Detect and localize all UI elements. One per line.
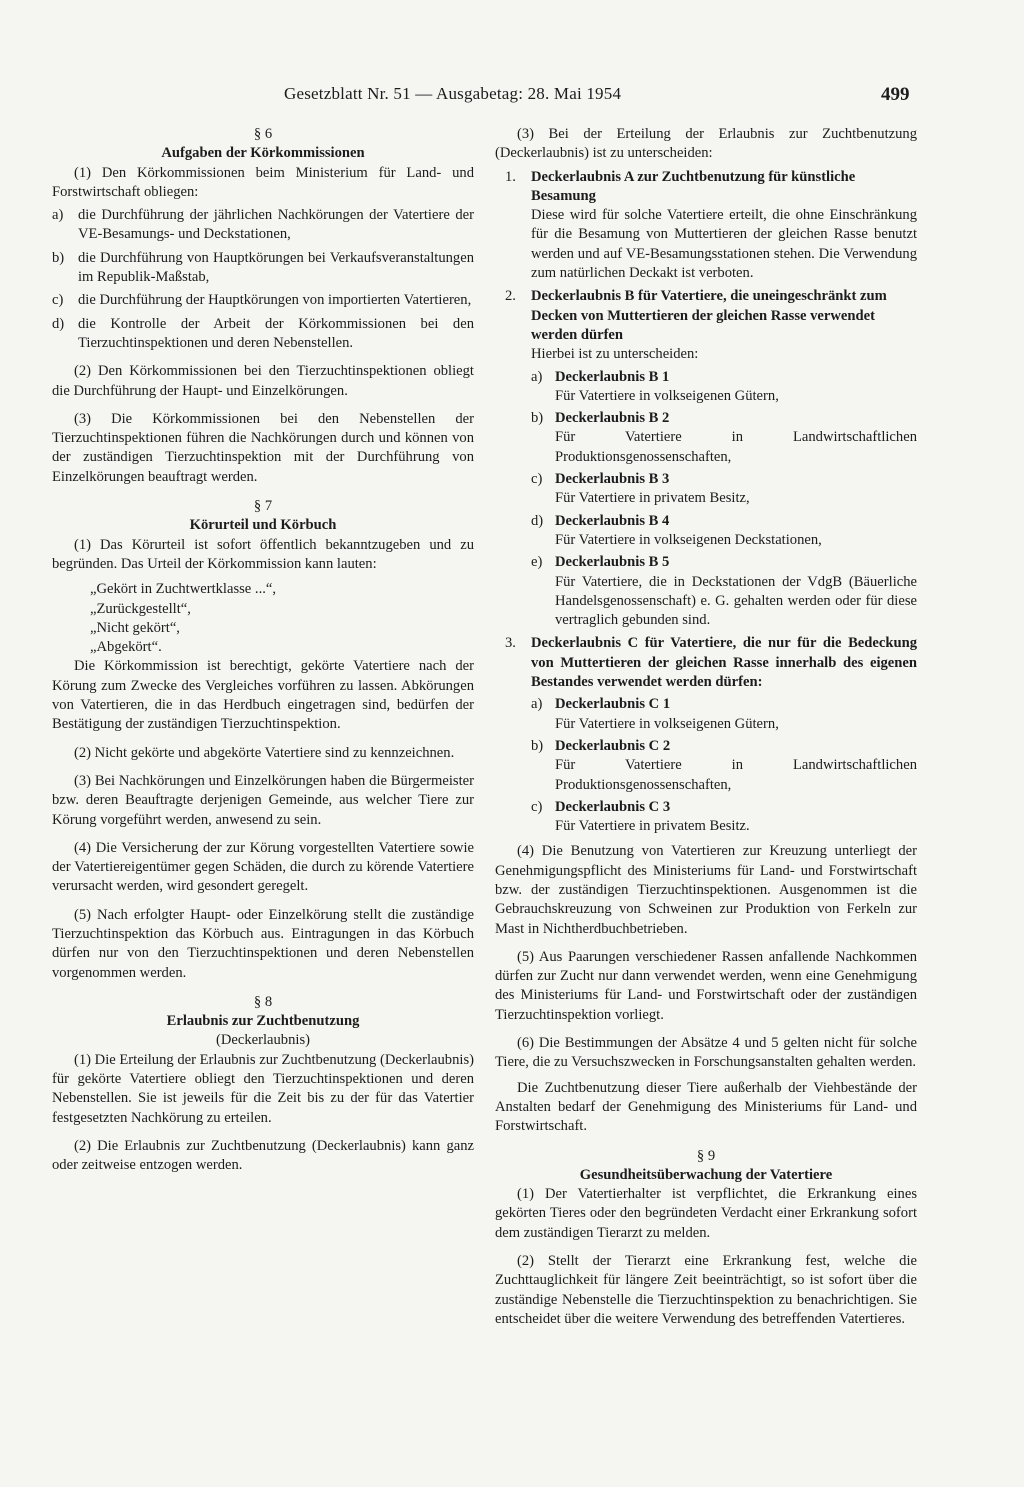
section-6-number: § 6 <box>253 126 273 142</box>
item-text: die Kontrolle der Arbeit der Körkommissionen bei den Tierzuchtinspektionen und deren Nebenstellen. <box>78 315 474 351</box>
item-label: a) <box>52 207 64 224</box>
s8-paragraph-1: (1) Die Erteilung der Erlaubnis zur Zuchtbenutzung (Deckerlaubnis) für gekörte Vatertiere obliegt den Tierzuchtinspektionen und deren Nebenstellen. Sie ist jeweils für die Zeit bis zu der für das Vatertier festgesetzten Nachkörung zu erteilen. <box>52 1051 474 1126</box>
deckerlaubnis-b <box>495 287 917 364</box>
s7-paragraph-3: (3) Bei Nachkörungen und Einzelkörungen haben die Bürgermeister bzw. deren Beauftragte derjenigen Gemeinde, aus welcher Tiere zur Körung vorgeführt werden, anwesend zu sein. <box>52 772 474 828</box>
item-text: die Durchführung von Hauptkörungen bei Verkaufsveranstaltungen im Republik-Maßstab, <box>78 249 474 286</box>
item-text: Für Vatertiere in Landwirtschaftlichen Produktionsgenossenschaften, <box>555 757 917 793</box>
section-8-title: Erlaubnis zur Zuchtbenutzung <box>166 1013 360 1030</box>
item-label: b) <box>531 410 544 427</box>
item-title: Deckerlaubnis B 4 <box>555 512 670 529</box>
item-title: Deckerlaubnis B für Vatertiere, die uneingeschränkt zum Decken von Muttertieren der gleichen Rasse verwendet werden dürfen <box>531 288 887 343</box>
s7-quote: „Nicht gekört“, <box>90 619 180 636</box>
item-title: Deckerlaubnis B 1 <box>555 368 670 385</box>
item-text: Für Vatertiere, die in Deckstationen der VdgB (Bäuerliche Handelsgenossenschaft) e. G. gehalten werden oder für diese vertraglich gebunden sind. <box>555 573 917 629</box>
section-9-number: § 9 <box>696 1147 716 1164</box>
item-label: b) <box>531 737 544 754</box>
item-text: Für Vatertiere in privatem Besitz. <box>555 818 750 835</box>
item-title: Deckerlaubnis C 1 <box>555 696 671 713</box>
deckerlaubnis-c1 <box>531 695 917 734</box>
item-text: Für Vatertiere in volkseigenen Deckstationen, <box>555 531 822 548</box>
item-title: Deckerlaubnis C für Vatertiere, die nur für die Bedeckung von Muttertieren der gleichen Rasse innerhalb des eigenen Bestandes verwendet werden dürfen: <box>531 635 917 691</box>
page-number: 499 <box>881 84 910 105</box>
item-title: Deckerlaubnis B 3 <box>555 471 670 488</box>
item-text: Für Vatertiere in Landwirtschaftlichen Produktionsgenossenschaften, <box>555 429 917 465</box>
s8-paragraph-2: (2) Die Erlaubnis zur Zuchtbenutzung (Deckerlaubnis) kann ganz oder zeitweise entzogen werden. <box>52 1137 474 1174</box>
deckerlaubnis-c3 <box>531 798 917 837</box>
s7-quote: „Abgekört“. <box>90 639 162 656</box>
item-text: Für Vatertiere in volkseigenen Gütern, <box>555 387 779 404</box>
deckerlaubnis-c <box>495 634 917 692</box>
deckerlaubnis-b3 <box>531 470 917 509</box>
item-text: die Durchführung der Hauptkörungen von importierten Vatertieren, <box>78 292 472 309</box>
s6-item-a <box>52 206 474 245</box>
item-label: e) <box>531 554 543 571</box>
s7-paragraph-1: (1) Das Körurteil ist sofort öffentlich bekanntzugeben und zu begründen. Das Urteil der Körkommission kann lauten: <box>52 536 474 572</box>
item-label: 1. <box>505 168 516 185</box>
item-label: a) <box>531 368 543 385</box>
item-text: Für Vatertiere in volkseigenen Gütern, <box>555 715 779 732</box>
s6-paragraph-2: (2) Den Körkommissionen bei den Tierzuchtinspektionen obliegt die Durchführung der Haupt- und Einzelkörungen. <box>52 363 474 399</box>
section-8-number: § 8 <box>253 993 273 1010</box>
s6-paragraph-3: (3) Die Körkommissionen bei den Nebenstellen der Tierzuchtinspektionen führen die Nachkörungen durch und können von der zuständigen Tierzuchtinspektion mit der Durchführung von Einzelkörungen beauftragt werden. <box>52 410 474 485</box>
item-title: Deckerlaubnis C 3 <box>555 798 671 815</box>
s7-quote: „Zurückgestellt“, <box>90 600 191 617</box>
deckerlaubnis-c2 <box>531 737 917 795</box>
s8-paragraph-4: (4) Die Benutzung von Vatertieren zur Kreuzung unterliegt der Genehmigungspflicht des Ministeriums für Land- und Forstwirtschaft bzw. der zuständigen Tierzuchtinspektionen. Ausgenommen ist die Gebrauchskreuzung von Schweinen zur Produktion von Ferkeln zur Mast in Nichtherdbuchbetrieben. <box>495 843 917 937</box>
s7-quote: „Gekört in Zuchtwertklasse ...“, <box>90 581 277 598</box>
item-text: die Durchführung der jährlichen Nachkörungen der Vatertiere der VE-Besamungs- und Deckstationen, <box>78 207 474 243</box>
s6-item-c <box>52 291 474 310</box>
item-label: b) <box>52 249 65 266</box>
section-7-title: Körurteil und Körbuch <box>189 517 337 534</box>
s7-paragraph-2: (2) Nicht gekörte und abgekörte Vatertiere sind zu kennzeichnen. <box>74 744 455 761</box>
section-6-title: Aufgaben der Körkommissionen <box>161 145 365 162</box>
item-text: Diese wird für solche Vatertiere erteilt, die ohne Einschränkung für die Besamung von Muttertieren der gleichen Rasse benutzt werden und auf VE-Besamungsstationen stehen. Die Verwendung zum natürlichen Deckakt ist verboten. <box>531 207 917 282</box>
item-title: Deckerlaubnis B 5 <box>555 554 670 571</box>
s8-paragraph-5: (5) Aus Paarungen verschiedener Rassen anfallende Nachkommen dürfen zur Zucht nur dann verwendet werden, wenn eine Genehmigung des Ministeriums für Land- und Forstwirtschaft oder der zuständigen Tierzuchtinspektion vorliegt. <box>495 948 917 1023</box>
item-title: Deckerlaubnis C 2 <box>555 737 671 754</box>
section-8-subtitle: (Deckerlaubnis) <box>215 1032 310 1049</box>
deckerlaubnis-a <box>495 168 917 284</box>
s7-paragraph-1b: Die Körkommission ist berechtigt, gekörte Vatertiere nach der Körung zum Zwecke des Vergleiches vorführen zu lassen. Abkörungen von Vatertieren, die in das Herdbuch eingetragen sind, bedürfen der Bestätigung der zuständigen Tierzuchtinspektion. <box>52 658 474 733</box>
section-9-title: Gesundheitsüberwachung der Vatertiere <box>579 1166 833 1183</box>
page-header-title: Gesetzblatt Nr. 51 — Ausgabetag: 28. Mai 1954 <box>284 84 622 103</box>
s6-paragraph-1: (1) Den Körkommissionen beim Ministerium für Land- und Forstwirtschaft obliegen: <box>52 164 474 200</box>
deckerlaubnis-b1 <box>531 368 917 407</box>
item-intro: Hierbei ist zu unterscheiden: <box>531 346 699 363</box>
item-label: 3. <box>505 635 516 652</box>
item-text: Für Vatertiere in privatem Besitz, <box>555 490 750 507</box>
section-7-number: § 7 <box>253 498 273 515</box>
item-title: Deckerlaubnis B 2 <box>555 410 670 427</box>
s7-paragraph-4: (4) Die Versicherung der zur Körung vorgestellten Vatertiere sowie der Vatertiereigentümer gegen Schäden, die durch zu körende Vatertiere verursacht werden, wird gesondert geregelt. <box>52 839 474 895</box>
deckerlaubnis-b2 <box>531 409 917 467</box>
item-label: 2. <box>505 288 516 305</box>
item-label: c) <box>531 471 543 488</box>
item-label: d) <box>52 315 65 332</box>
s8-paragraph-3: (3) Bei der Erteilung der Erlaubnis zur Zuchtbenutzung (Deckerlaubnis) ist zu unterscheiden: <box>495 126 917 162</box>
left-column <box>52 125 474 1176</box>
item-label: a) <box>531 696 543 713</box>
s8-paragraph-6: (6) Die Bestimmungen der Absätze 4 und 5 gelten nicht für solche Tiere, die zu Versuchszwecken in Forschungsanstalten gehalten werden. <box>495 1035 917 1071</box>
deckerlaubnis-b4 <box>531 512 917 551</box>
s6-item-b <box>52 249 474 288</box>
item-title: Deckerlaubnis A zur Zuchtbenutzung für künstliche Besamung <box>531 168 856 204</box>
s6-item-d <box>52 315 474 354</box>
s8-paragraph-6b: Die Zuchtbenutzung dieser Tiere außerhalb der Viehbestände der Anstalten bedarf der Genehmigung des Ministeriums für Land- und Forstwirtschaft. <box>495 1079 917 1135</box>
s9-paragraph-1: (1) Der Vatertierhalter ist verpflichtet, die Erkrankung eines gekörten Tieres oder den begründeten Verdacht einer Erkrankung sofort dem zuständigen Tierarzt zu melden. <box>495 1186 917 1241</box>
s9-paragraph-2: (2) Stellt der Tierarzt eine Erkrankung fest, welche die Zuchttauglichkeit für längere Zeit beeinträchtigt, so ist sofort über die zuständige Nebenstelle die Tierzuchtinspektion zu benachrichtigen. Sie entscheidet über die weitere Verwendung des betreffenden Vatertieres. <box>495 1253 917 1327</box>
item-label: c) <box>531 798 543 815</box>
item-label: c) <box>52 292 64 309</box>
right-column <box>495 125 917 1329</box>
item-label: d) <box>531 512 544 529</box>
deckerlaubnis-b5 <box>531 553 917 630</box>
s7-paragraph-5: (5) Nach erfolgter Haupt- oder Einzelkörung stellt die zuständige Tierzuchtinspektion das Körbuch aus. Eintragungen in das Körbuch dürfen nur von den Tierzuchtinspektionen und deren Nebenstellen vorgenommen werden. <box>52 906 474 981</box>
